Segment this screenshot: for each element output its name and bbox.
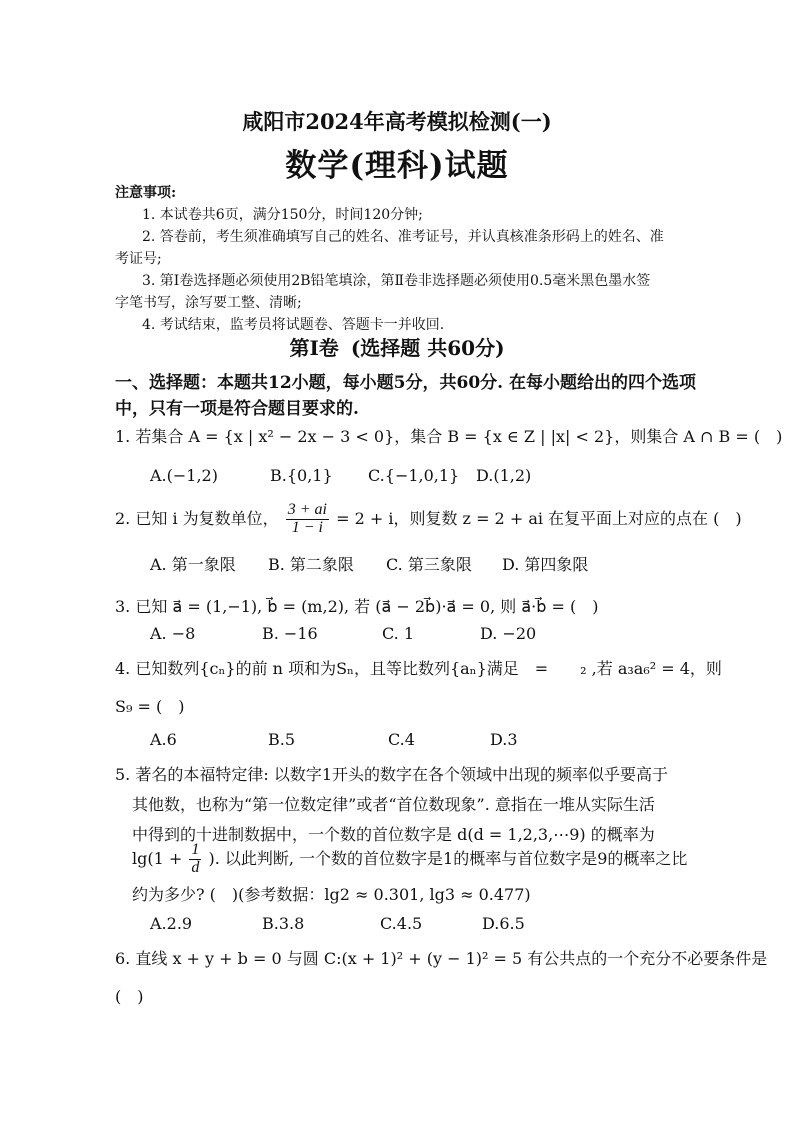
option-a: A. 第一象限 [150, 555, 236, 574]
question-5-lg-pre: lg(1 + [132, 848, 183, 868]
notes-heading: 注意事项: [115, 185, 177, 201]
option-a: A.(−1,2) [150, 466, 218, 485]
question-5-line-4 [132, 842, 687, 877]
question-4-line-1: 4. 已知数列{cₙ}的前 n 项和为Sₙ，且等比数列{aₙ}满足 = ₂ ,若 a₃a₆² = 4，则 [115, 659, 722, 678]
question-1-stem: 1. 若集合 A = {x | x² − 2x − 3 < 0}，集合 B = {x ∈ Z | |x| < 2}，则集合 A ∩ B = ( ) [115, 427, 783, 446]
question-6-line-2: ( ) [115, 987, 144, 1006]
question-5-line-1: 5. 著名的本福特定律: 以数字1开头的数字在各个领域中出现的频率似乎要高于 [115, 765, 669, 784]
note-3-line-1: 3. 第Ⅰ卷选择题必须使用2B铅笔填涂，第Ⅱ卷非选择题必须使用0.5毫米黑色墨水签 [142, 273, 651, 289]
question-5-fraction [189, 842, 201, 877]
question-2-post: = 2 + i，则复数 z = 2 + ai 在复平面上对应的点在 ( ) [336, 508, 742, 528]
exam-title: 咸阳市2024年高考模拟检测(一) [242, 109, 552, 134]
question-6-line-1: 6. 直线 x + y + b = 0 与圆 C:(x + 1)² + (y − 1)² = 5 有公共点的一个充分不必要条件是 [115, 949, 768, 968]
option-c: C. 1 [382, 624, 415, 643]
question-3-stem: 3. 已知 a⃗ = (1,−1), b⃗ = (m,2), 若 (a⃗ − 2b⃗)·a⃗ = 0, 则 a⃗·b⃗ = ( ) [115, 597, 599, 616]
option-b: B.5 [268, 730, 296, 749]
option-a: A.6 [150, 730, 177, 749]
option-d: D.6.5 [482, 914, 525, 933]
note-1: 1. 本试卷共6页，满分150分，时间120分钟; [142, 207, 423, 223]
question-4-line-2: S₉ = ( ) [115, 697, 185, 716]
note-3-line-2: 字笔书写，涂写要工整、清晰; [115, 295, 302, 311]
fraction-numerator: 3 + ai [287, 501, 327, 518]
question-2-pre: 2. 已知 i 为复数单位， [115, 508, 279, 528]
note-2-line-1: 2. 答卷前，考生须准确填写自己的姓名、准考证号，并认真核准条形码上的姓名、准 [142, 229, 664, 245]
fraction-denominator: d [191, 858, 200, 876]
option-c: C.{−1,0,1} [368, 466, 460, 485]
fraction-numerator: 1 [191, 841, 200, 858]
note-4: 4. 考试结束，监考员将试题卷、答题卡一并收回. [142, 317, 445, 333]
fraction-denominator: 1 − i [291, 518, 323, 536]
option-c: C.4 [388, 730, 415, 749]
question-5-line-5: 约为多少? ( )(参考数据：lg2 ≈ 0.301, lg3 ≈ 0.477) [132, 885, 531, 904]
section-heading [0, 332, 794, 361]
option-b: B. −16 [262, 624, 318, 643]
option-b: B.{0,1} [270, 466, 333, 485]
section-name: 第Ⅰ卷 [289, 336, 339, 360]
option-c: C.4.5 [380, 914, 423, 933]
option-d: D.(1,2) [476, 466, 532, 485]
part-instructions-line-1: 一、选择题：本题共12小题，每小题5分，共60分. 在每小题给出的四个选项 [115, 373, 696, 393]
option-d: D. 第四象限 [502, 555, 589, 574]
option-b: B.3.8 [262, 914, 305, 933]
exam-subject-title: 数学(理科)试题 [285, 148, 509, 184]
question-5-lg-post: ). 以此判断, 一个数的首位数字是1的概率与首位数字是9的概率之比 [208, 848, 688, 868]
option-b: B. 第二象限 [268, 555, 354, 574]
question-5-line-3: 中得到的十进制数据中，一个数的首位数字是 d(d = 1,2,3,⋯9) 的概率为 [132, 825, 655, 844]
question-5-line-2: 其他数，也称为“第一位数定律”或者“首位数现象”. 意指在一堆从实际生活 [132, 795, 655, 814]
option-c: C. 第三象限 [386, 555, 472, 574]
question-2-fraction [286, 502, 329, 537]
question-2-stem [115, 502, 742, 537]
option-d: D.3 [490, 730, 518, 749]
option-d: D. −20 [480, 624, 537, 643]
note-2-line-2: 考证号; [115, 251, 162, 267]
option-a: A. −8 [150, 624, 196, 643]
part-instructions-line-2: 中，只有一项是符合题目要求的. [115, 399, 359, 419]
option-a: A.2.9 [150, 914, 193, 933]
section-desc: (选择题 共60分) [350, 336, 505, 360]
